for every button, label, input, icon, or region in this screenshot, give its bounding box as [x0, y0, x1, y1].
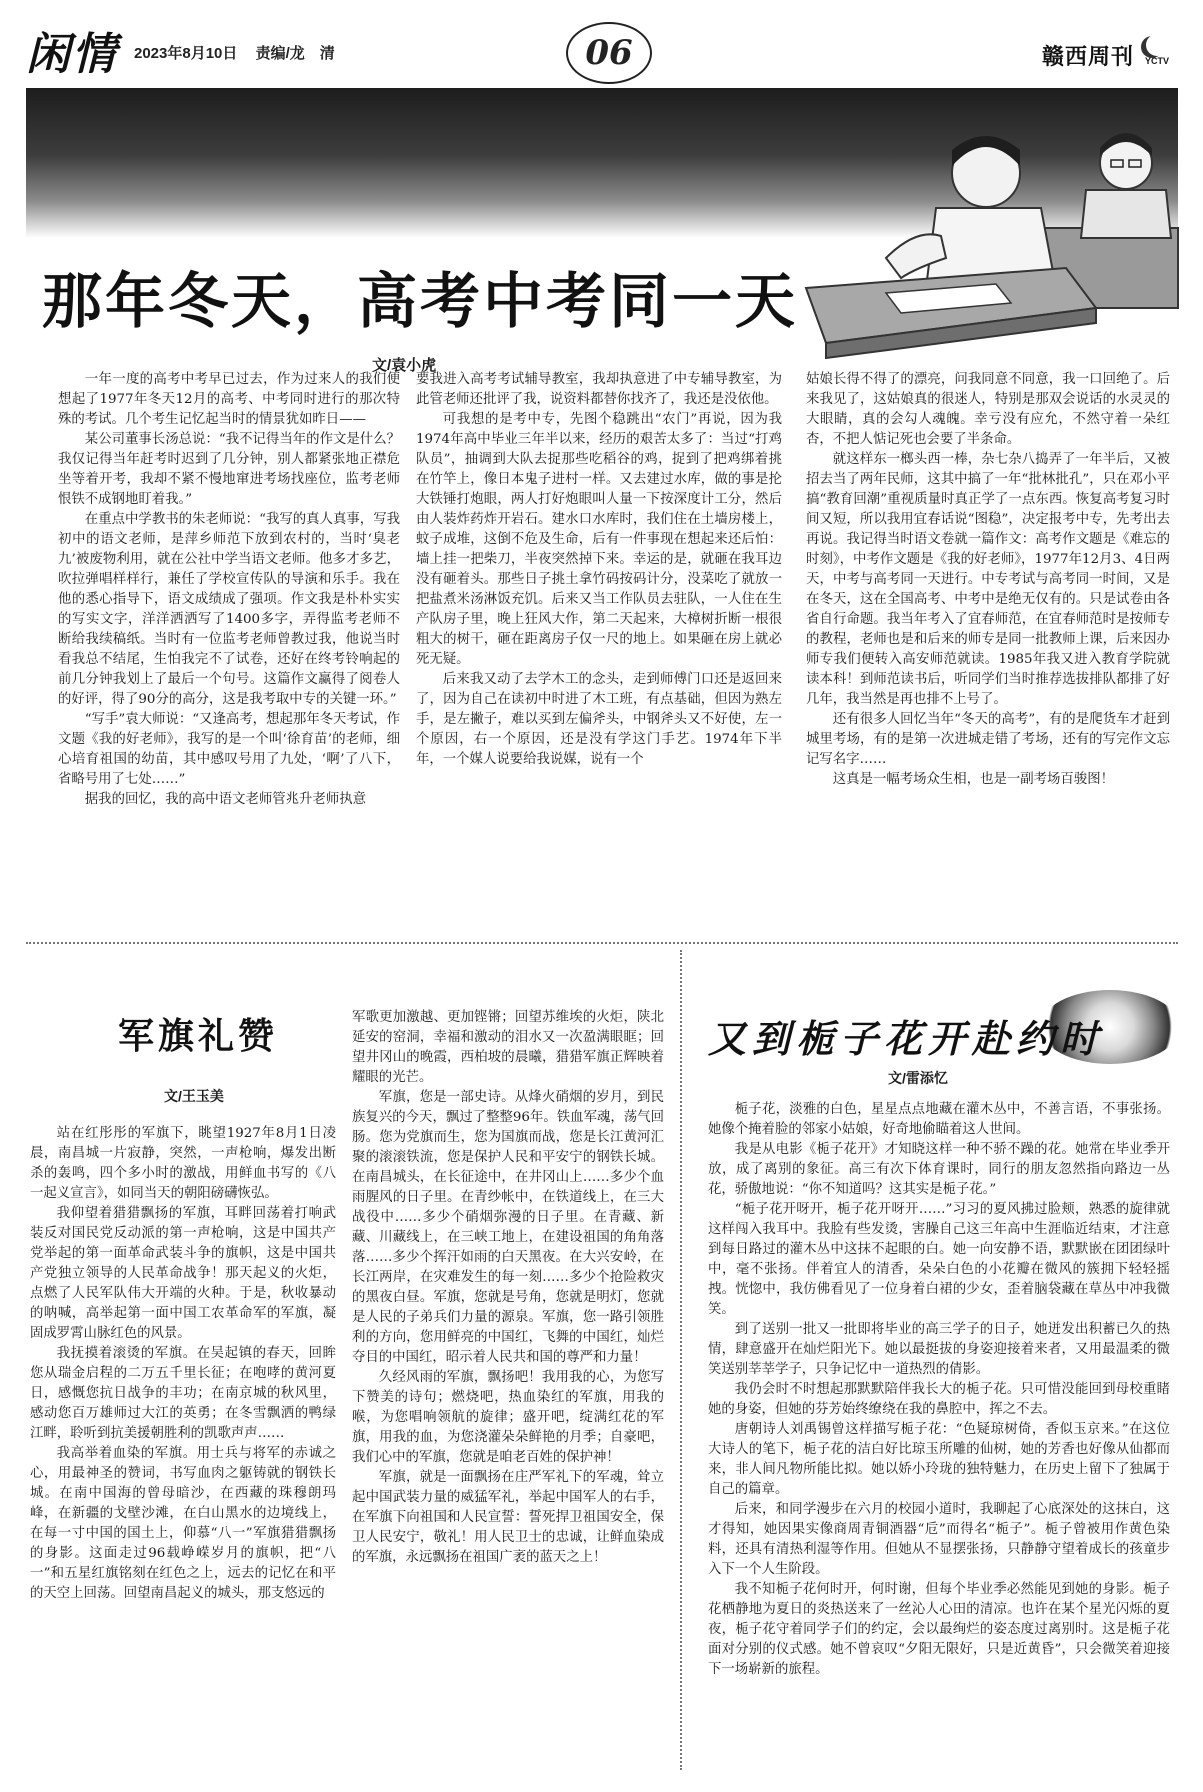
paragraph: 可我想的是考中专，先图个稳跳出“农门”再说，因为我1974年高中毕业三年半以来，经历的艰苦太多了：当过“打鸡队员”，抽调到大队去捉那些吃稻谷的鸡，捉到了把鸡绑着挑在竹竿上，像日本鬼子进村一样。又去建过水库，做的事是抡大铁锤打炮眼，两人打好炮眼叫人量一下按深度计工分，然后由人装炸药炸开岩石。建水口水库时，我们住在土墙房楼上，蚊子成堆，这倒不危及生命，后有一件事现在想起来还后怕：墙上挂一把柴刀，半夜突然掉下来。幸运的是，就砸在我耳边没有砸着头。那些日子挑土拿竹码按码计分，没菜吃了就放一把盐煮米汤淋饭充饥。后来又当工作队员去驻队，一人住在生产队房子里，晚上狂风大作，第二天起来，大樟树折断一根很粗大的树干，砸在距离房子仅一尺的地上。如果砸在房上就必死无疑。	[416, 412, 782, 667]
main-article-col2	[416, 370, 782, 770]
section-divider	[26, 942, 1178, 944]
main-article-col1	[58, 370, 400, 810]
junqi-byline: 文/王玉美	[164, 1088, 224, 1104]
paragraph: 栀子花，淡雅的白色，星星点点地藏在灌木丛中，不善言语，不事张扬。她像个掩着脸的邻家小姑娘，好奇地偷瞄着这人世间。	[708, 1102, 1170, 1137]
paragraph: “栀子花开呀开，栀子花开呀开……”习习的夏风拂过脸颊，熟悉的旋律就这样闯入我耳中。我脸有些发烫，害臊自己这三年高中生涯临近结束，才注意到每日路过的灌木丛中这抹不起眼的白。她一向安静不语，默默嵌在团团绿叶中，毫不张扬。伴着宜人的清香，朵朵白色的小花瓣在微风的簇拥下轻轻摇拽。恍惚中，我仿佛看见了一位身着白裙的少女，歪着脑袋藏在草丛中冲我微笑。	[708, 1202, 1170, 1317]
paragraph: 站在红彤彤的军旗下，眺望1927年8月1日凌晨，南昌城一片寂静，突然，一声枪响，爆发出断杀的轰鸣，四个多小时的激战，用鲜血书写的《八一起义宣言》，如同当天的朝阳磅礴恢弘。	[30, 1126, 336, 1201]
paragraph: 军旗，就是一面飘扬在庄严军礼下的军魂，耸立起中国武装力量的威猛军礼，举起中国军人的右手，在军旗下向祖国和人民宣誓：誓死捍卫祖国安全，保卫人民安宁，敬礼！用人民卫士的忠诚，让鲜血染成的军旗，永远飘扬在祖国广袤的蓝天之上！	[352, 1470, 664, 1565]
masthead	[26, 18, 1178, 82]
brand-name: 赣西周刊	[1041, 44, 1134, 70]
zhizi-byline: 文/雷添忆	[888, 1070, 948, 1086]
junqi-col2	[352, 1008, 664, 1568]
header-info	[134, 42, 349, 63]
issue-date: 2023年8月10日	[134, 45, 238, 62]
paragraph: 据我的回忆，我的高中语文老师管兆升老师执意	[84, 792, 366, 807]
logo-text: YCTV	[1144, 56, 1169, 66]
page-number-badge: 06	[566, 22, 652, 84]
paragraph: 后来，和同学漫步在六月的校园小道时，我聊起了心底深处的这抹白，这才得知，她因果实像商周青铜酒器“卮”而得名“栀子”。栀子曾被用作黄色染料，还具有清热利湿等作用。但她从不显摆张扬，只静静守望着成长的孩童步入下一个人生阶段。	[708, 1502, 1170, 1577]
paragraph: 唐朝诗人刘禹锡曾这样描写栀子花：“色疑琼树倚，香似玉京来。”在这位大诗人的笔下，栀子花的洁白好比琼玉所雕的仙树，她的芳香也好像从仙都而来，非人间凡物所能比拟。她以娇小玲珑的独特魅力，在历史上留下了独属于自己的篇章。	[708, 1422, 1170, 1497]
junqi-title: 军旗礼赞	[118, 1015, 279, 1057]
paragraph: 到了送别一批又一批即将毕业的高三学子的日子，她迸发出积蓄已久的热情，肆意盛开在灿烂阳光下。她以最挺拔的身姿迎接着来者，又用最温柔的微笑送别莘莘学子，只争记忆中一道热烈的倩影。	[708, 1322, 1170, 1377]
paragraph: 久经风雨的军旗，飘扬吧！我用我的心，为您写下赞美的诗句；燃烧吧，热血染红的军旗，用我的喉，为您唱响领航的旋律；盛开吧，绽满红花的军旗，用我的血，为您浇灌朵朵鲜艳的月季；自豪吧，我们心中的军旗，您就是咱老百姓的保护神！	[352, 1370, 664, 1465]
paragraph: 要我进入高考考试辅导教室，我却执意进了中专辅导教室，为此管老师还批评了我，说资料都替你找齐了，我还是没依他。	[416, 372, 782, 407]
column-name: 闲情	[26, 29, 118, 80]
main-article-col3	[806, 370, 1170, 790]
paragraph: 我抚摸着滚烫的军旗。在吴起镇的春天，回眸您从瑞金启程的二万五千里长征；在咆哮的黄河夏日，感慨您抗日战争的丰功；在南京城的秋风里，感动您百万雄师过大江的英勇；在冬雪飘洒的鸭绿江畔，聆听到抗美援朝胜利的凯歌声声……	[30, 1346, 336, 1441]
paragraph: 这真是一幅考场众生相，也是一副考场百骏图！	[832, 772, 1114, 787]
paragraph: 还有很多人回忆当年“冬天的高考”，有的是爬货车才赶到城里考场，有的是第一次进城走错了考场，还有的写完作文忘记写名字……	[806, 712, 1170, 767]
main-headline: 那年冬天，高考中考同一天	[42, 267, 798, 337]
paragraph: 某公司董事长汤总说：“我不记得当年的作文是什么？我仅记得当年赶考时迟到了几分钟，别人都紧张地正襟危坐等着开考，我却不紧不慢地窜进考场找座位，监考老师恨铁不成钢地盯着我。”	[58, 432, 400, 507]
paragraph: 就这样东一榔头西一棒，杂七杂八捣弄了一年半后，又被招去当了两年民师，这其中搞了一年“批林批孔”，只在邓小平搞“教育回潮”重视质量时真正学了一点东西。恢复高考复习时间又短，所以我用宜春话说“图稳”，决定报考中专，先考出去再说。我记得当时语文卷就一篇作文：高考作文题是《难忘的时刻》，中考作文题是《我的好老师》，1977年12月3、4日两天，中考与高考同一天进行。中专考试与高考同一时间，又是在冬天，这在全国高考、中考中是绝无仅有的。只是试卷由各省自行命题。我当年考入了宜春师范，在宜春师范时是按师专的教程，老师也是和后来的师专是同一批教师上课，后来因办师专我们便转入高安师范就读。1985年我又进入教育学院就读本科！到师范读书后，听同学们当时推荐选拔排队都排了好几年，我当然是再也排不上号了。	[806, 452, 1170, 707]
zhizi-body	[708, 1100, 1170, 1680]
zhizi-title: 又到栀子花开赴约时	[708, 1016, 1105, 1061]
paragraph: 一年一度的高考中考早已过去，作为过来人的我们便想起了1977年冬天12月的高考、中考同时进行的那次特殊的考试。几个考生记忆起当时的情景犹如昨日——	[58, 372, 400, 427]
paragraph: 军歌更加激越、更加铿锵；回望苏维埃的火炬，陕北延安的窑洞，幸福和激动的泪水又一次盈满眼眶；回望井冈山的晚霞，西柏坡的晨曦，猎猎军旗正辉映着耀眼的光芒。	[352, 1010, 664, 1085]
paragraph: 我不知栀子花何时开，何时谢，但每个毕业季必然能见到她的身影。栀子花栖静地为夏日的炎热送来了一丝沁人心田的清凉。也许在某个星光闪烁的夏夜，栀子花守着同学子们的约定，会以最绚烂的姿态度过离别时。这是栀子花面对分别的仪式感。她不曾哀叹“夕阳无限好，只是近黄昏”，只会微笑着迎接下一场崭新的旅程。	[708, 1582, 1170, 1677]
editor: 责编/龙 清	[255, 45, 335, 62]
paragraph: 我仰望着猎猎飘扬的军旗，耳畔回荡着打响武装反对国民党反动派的第一声枪响，这是中国共产党举起的第一面革命武装斗争的旗帜，这是中国共产党独立领导的人民革命战争！那天起义的火炬，点燃了人民军队伟大开端的火种。于是，秋收暴动的呐喊，高举起第一面中国工农革命军的军旗，凝固成罗霄山脉红色的风景。	[30, 1206, 336, 1341]
main-byline: 文/袁小虎	[372, 357, 437, 374]
article-banner	[26, 88, 1178, 374]
paragraph: 我是从电影《栀子花开》才知晓这样一种不骄不躁的花。她常在毕业季开放，成了离别的象征。高三有次下体育课时，同行的朋友忽然指向路边一丛花，骄傲地说：“你不知道吗？这其实是栀子花。”	[708, 1142, 1170, 1197]
paragraph: 我仍会时不时想起那默默陪伴我长大的栀子花。只可惜没能回到母校重睹她的身姿，但她的芬芳始终缭绕在我的鼻腔中，挥之不去。	[708, 1382, 1170, 1417]
students-illustration	[766, 108, 1178, 358]
paragraph: 在重点中学教书的朱老师说：“我写的真人真事，写我初中的语文老师，是萍乡师范下放到农村的，当时‘臭老九’被废物利用，就在公社中学当语文老师。他多才多艺，吹拉弹唱样样行，兼任了学校宣传队的导演和乐手。我在他的悉心指导下，语文成绩成了强项。作文我是朴朴实实的写实文字，洋洋洒洒写了1400多字，弄得监考老师不断给我续稿纸。当时有一位监考老师曾教过我，他说当时看我总不结尾，生怕我完不了试卷，还好在终考铃响起的前几分钟我划上了最后一个句号。这篇作文赢得了阅卷人的好评，得了90分的高分，这是我考取中专的关键一环。”	[58, 512, 400, 707]
junqi-col1	[30, 1124, 336, 1604]
paragraph: 军旗，您是一部史诗。从烽火硝烟的岁月，到民族复兴的今天，飘过了整整96年。铁血军魂，荡气回肠。您为党旗而生，您为国旗而战，您是长江黄河汇聚的滚滚铁流，您是保护人民和平安宁的钢铁长城。在南昌城头，在长征途中，在井冈山上……多少个血雨腥风的日子里。在青纱帐中，在铁道线上，在三大战役中……多少个硝烟弥漫的日子里。在青藏、新藏、川藏线上，在三峡工地上，在建设祖国的角角落落……多少个挥汗如雨的白天黑夜。在大兴安岭，在长江两岸，在灾难发生的每一刻……多少个抢险救灾的黑夜白昼。军旗，您就是号角，您就是明灯，您就是人民的子弟兵们力量的源泉。军旗，您一路引领胜利的方向，您用鲜亮的中国红，飞舞的中国红，灿烂夺目的中国红，昭示着人民共和国的尊严和力量！	[352, 1090, 664, 1365]
yctv-logo	[1140, 34, 1174, 72]
paragraph: 姑娘长得不得了的漂亮，问我同意不同意，我一口回绝了。后来我见了，这姑娘真的很迷人，特别是那双会说话的水灵灵的大眼睛，真的会勾人魂魄。幸亏没有应允，不然守着一朵红杏，不把人惦记死也会要了半条命。	[806, 372, 1170, 447]
paragraph: 后来我又动了去学木工的念头，走到师傅门口还是返回来了，因为自己在读初中时进了木工班，有点基础，但因为熟左手，是左撇子，难以买到左偏斧头，中钢斧头又不好使，左一个原因，右一个原因，还是没有学这门手艺。1974年下半年，一个媒人说要给我说媒，说有一个	[416, 672, 782, 767]
column-divider	[680, 950, 682, 1770]
crescent-icon	[1146, 34, 1168, 56]
paragraph: “写手”袁大师说：“又逢高考，想起那年冬天考试，作文题《我的好老师》，我写的是一个叫‘徐育苗’的老师，细心培育祖国的幼苗，其中感叹号用了九处，‘啊’了八下，省略号用了七处……”	[58, 712, 400, 787]
paragraph: 我高举着血染的军旗。用士兵与将军的赤诚之心，用最神圣的赞词，书写血肉之躯铸就的钢铁长城。在南中国海的曾母暗沙，在西藏的珠穆朗玛峰，在新疆的戈壁沙滩，在白山黑水的边境线上，在每一寸中国的国土上，仰慕“八一”军旗猎猎飘扬的身影。这面走过96载峥嵘岁月的旗帜，把“八一”和五星红旗铭刻在红色之上，远去的记忆在和平的天空上回荡。回望南昌起义的城头，那支悠远的	[30, 1446, 336, 1601]
